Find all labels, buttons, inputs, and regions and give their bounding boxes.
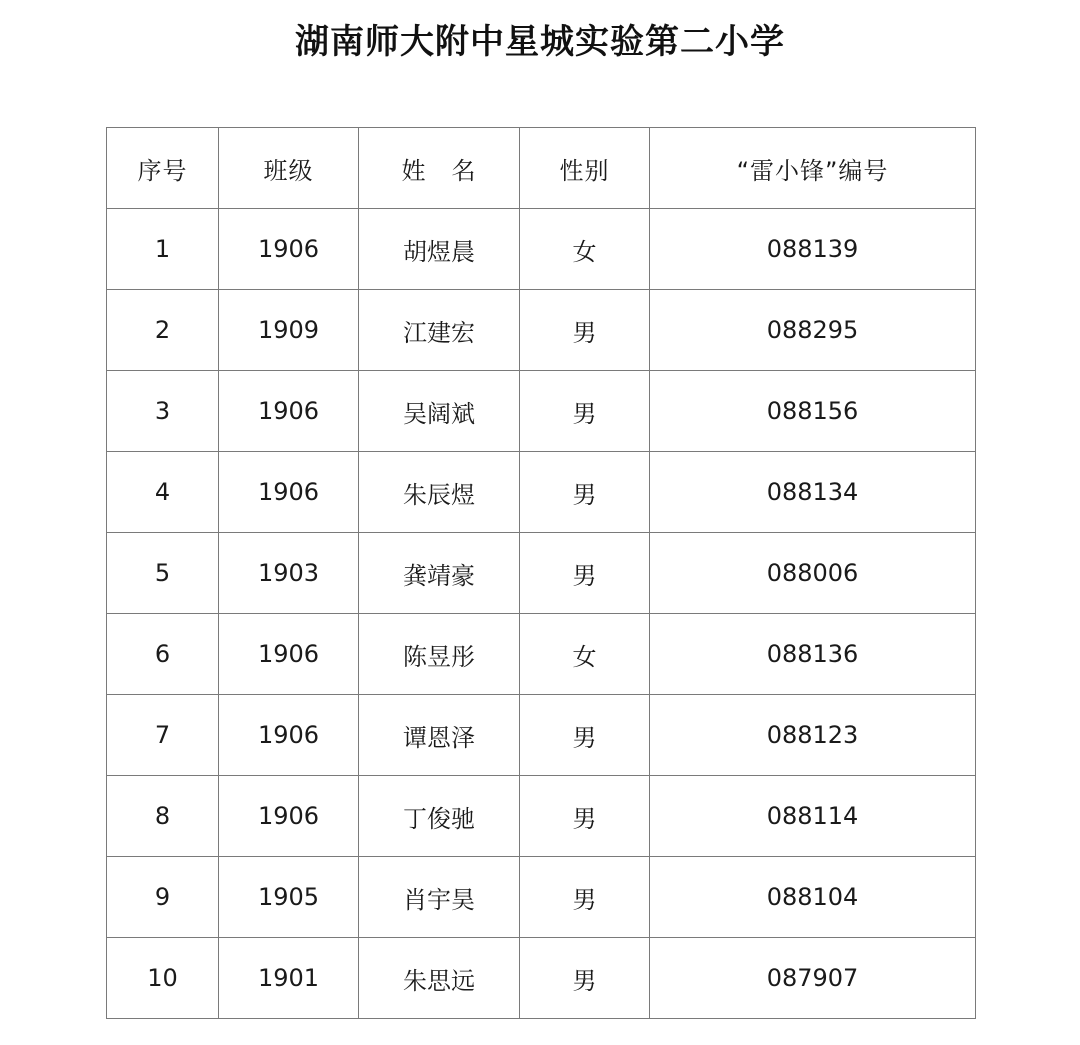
student-roster-table <box>106 127 976 1019</box>
cell-name: 胡煜晨 <box>359 209 520 290</box>
table-row <box>107 938 976 1019</box>
table-row <box>107 695 976 776</box>
cell-class: 1903 <box>219 533 359 614</box>
table-header-row <box>107 128 976 209</box>
cell-gender: 男 <box>520 776 650 857</box>
cell-name: 谭恩泽 <box>359 695 520 776</box>
header-lei-xiaofeng-id: “雷小锋”编号 <box>650 128 976 209</box>
header-gender: 性别 <box>520 128 650 209</box>
cell-index: 3 <box>107 371 219 452</box>
cell-lei-xiaofeng-id: 088139 <box>650 209 976 290</box>
table-row <box>107 776 976 857</box>
cell-lei-xiaofeng-id: 088134 <box>650 452 976 533</box>
cell-gender: 男 <box>520 452 650 533</box>
cell-gender: 女 <box>520 209 650 290</box>
cell-lei-xiaofeng-id: 088006 <box>650 533 976 614</box>
table-body <box>107 209 976 1019</box>
cell-index: 7 <box>107 695 219 776</box>
table-row <box>107 452 976 533</box>
table-row <box>107 533 976 614</box>
cell-index: 5 <box>107 533 219 614</box>
cell-lei-xiaofeng-id: 088104 <box>650 857 976 938</box>
cell-lei-xiaofeng-id: 088295 <box>650 290 976 371</box>
cell-gender: 女 <box>520 614 650 695</box>
cell-lei-xiaofeng-id: 088114 <box>650 776 976 857</box>
cell-name: 肖宇昊 <box>359 857 520 938</box>
cell-lei-xiaofeng-id: 088123 <box>650 695 976 776</box>
cell-gender: 男 <box>520 533 650 614</box>
cell-name: 龚靖豪 <box>359 533 520 614</box>
cell-index: 4 <box>107 452 219 533</box>
cell-index: 9 <box>107 857 219 938</box>
cell-name: 吴阔斌 <box>359 371 520 452</box>
cell-index: 1 <box>107 209 219 290</box>
table-row <box>107 614 976 695</box>
cell-index: 6 <box>107 614 219 695</box>
table-row <box>107 371 976 452</box>
cell-class: 1906 <box>219 776 359 857</box>
table-row <box>107 857 976 938</box>
table-row <box>107 209 976 290</box>
cell-lei-xiaofeng-id: 087907 <box>650 938 976 1019</box>
cell-class: 1906 <box>219 452 359 533</box>
cell-name: 丁俊驰 <box>359 776 520 857</box>
header-class: 班级 <box>219 128 359 209</box>
cell-class: 1901 <box>219 938 359 1019</box>
cell-class: 1905 <box>219 857 359 938</box>
header-name: 姓 名 <box>359 128 520 209</box>
cell-name: 朱思远 <box>359 938 520 1019</box>
page-title: 湖南师大附中星城实验第二小学 <box>295 22 785 62</box>
table-row <box>107 290 976 371</box>
cell-class: 1906 <box>219 695 359 776</box>
cell-lei-xiaofeng-id: 088156 <box>650 371 976 452</box>
cell-gender: 男 <box>520 290 650 371</box>
cell-class: 1906 <box>219 614 359 695</box>
cell-lei-xiaofeng-id: 088136 <box>650 614 976 695</box>
cell-index: 10 <box>107 938 219 1019</box>
cell-name: 朱辰煜 <box>359 452 520 533</box>
cell-gender: 男 <box>520 938 650 1019</box>
cell-class: 1906 <box>219 209 359 290</box>
cell-gender: 男 <box>520 371 650 452</box>
cell-name: 江建宏 <box>359 290 520 371</box>
cell-gender: 男 <box>520 857 650 938</box>
cell-gender: 男 <box>520 695 650 776</box>
cell-class: 1906 <box>219 371 359 452</box>
cell-class: 1909 <box>219 290 359 371</box>
cell-name: 陈昱彤 <box>359 614 520 695</box>
cell-index: 8 <box>107 776 219 857</box>
header-index: 序号 <box>107 128 219 209</box>
cell-index: 2 <box>107 290 219 371</box>
